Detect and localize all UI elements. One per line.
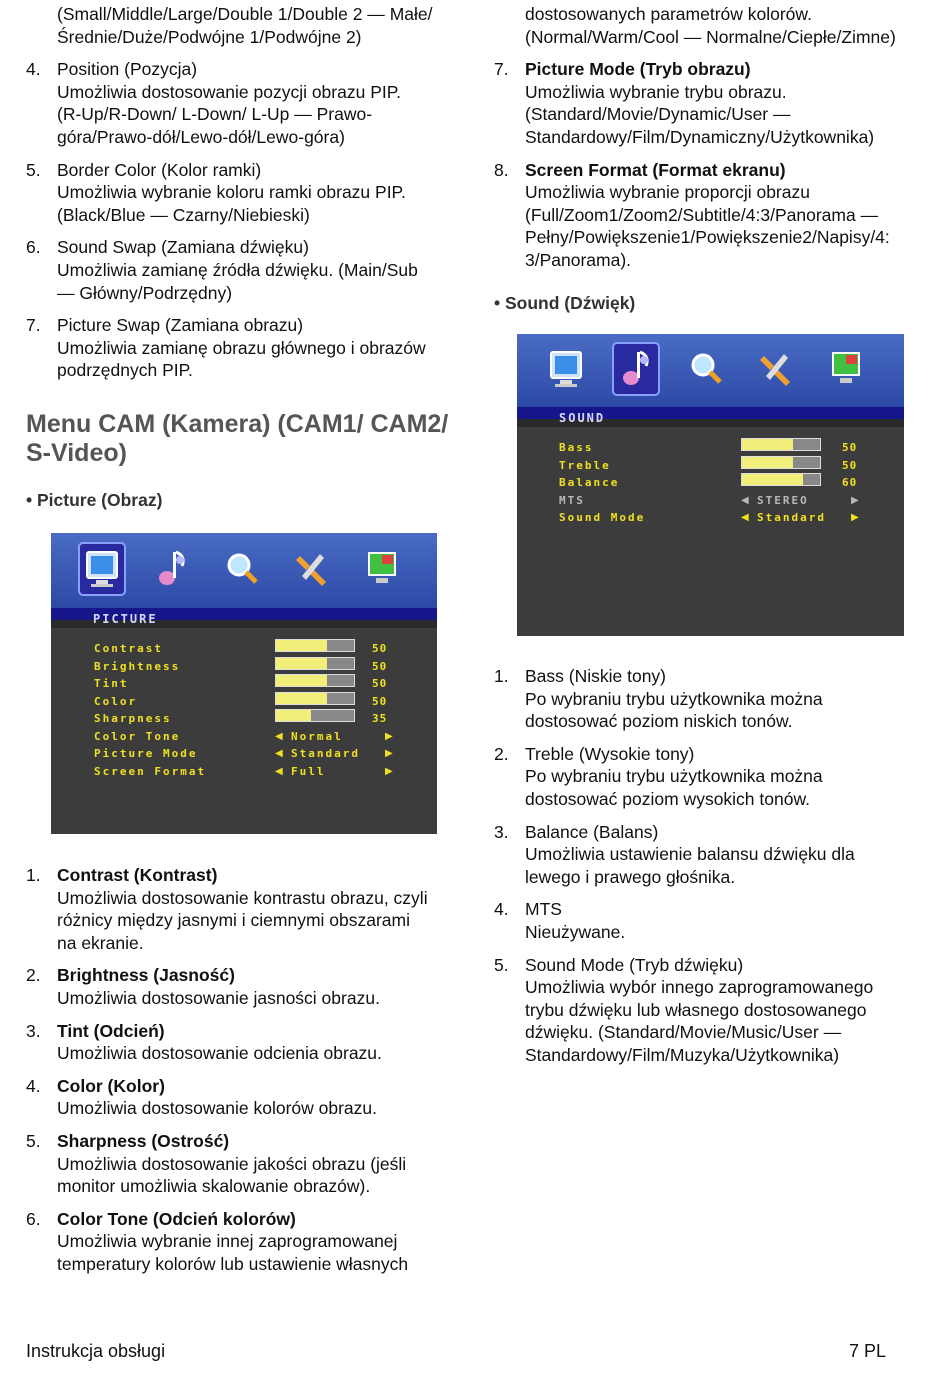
item-text: (Standard/Movie/Dynamic/User — xyxy=(525,104,791,125)
item-number: 6. xyxy=(26,237,41,258)
text-line: (Normal/Warm/Cool — Normalne/Ciepłe/Zimne) xyxy=(525,26,896,47)
arrow-right-icon: ▶ xyxy=(385,765,393,777)
item-text: (R-Up/R-Down/ L-Down/ L-Up — Prawo- xyxy=(57,104,373,125)
item-number: 5. xyxy=(26,159,41,180)
item-text: Umożliwia zamianę źródła dźwięku. (Main/Sub xyxy=(57,259,418,280)
item-text: Umożliwia zamianę obrazu głównego i obrazów xyxy=(57,337,426,358)
item-text: Standardowy/Film/Muzyka/Użytkownika) xyxy=(525,1044,840,1065)
menu-value: 50 xyxy=(842,458,858,472)
text-line: (Small/Middle/Large/Double 1/Double 2 — xyxy=(57,4,385,24)
audio-icon xyxy=(150,544,194,594)
right-bottom-section xyxy=(494,665,934,1077)
menu-row-label: MTS xyxy=(559,493,585,507)
item-number: 3. xyxy=(494,821,509,842)
item-title: Screen Format (Format ekranu) xyxy=(525,159,786,180)
left-bottom-section xyxy=(26,864,474,1286)
audio-icon xyxy=(614,344,658,394)
menu-value: 50 xyxy=(372,677,388,690)
arrow-left-icon: ◀ xyxy=(741,494,749,506)
item-number: 1. xyxy=(494,666,509,686)
slider-fill xyxy=(742,457,793,468)
menu-row-label: Treble xyxy=(559,458,611,472)
item-text: Umożliwia ustawienie balansu dźwięku dla xyxy=(525,844,855,865)
item-number: 5. xyxy=(26,1130,41,1151)
list-item xyxy=(26,1208,474,1276)
list-item xyxy=(494,821,934,889)
menu-row-label: Sharpness xyxy=(94,712,172,725)
menu-slider xyxy=(741,473,821,486)
continued-text xyxy=(26,3,474,48)
item-title: Sharpness (Ostrość) xyxy=(57,1130,230,1151)
menu-option-value: Standard xyxy=(291,747,360,760)
list-item xyxy=(26,159,474,227)
item-text: Po wybraniu trybu użytkownika można xyxy=(525,766,823,787)
menu-label: PICTURE xyxy=(93,612,158,626)
picture-bullet: • Picture (Obraz) xyxy=(26,490,163,510)
slider-fill xyxy=(276,640,327,651)
list-item xyxy=(26,314,474,382)
item-text: dostosować poziom niskich tonów. xyxy=(525,711,793,732)
item-text: temperatury kolorów lub ustawienie własnych xyxy=(57,1253,409,1274)
item-text: na ekranie. xyxy=(57,932,144,953)
item-number: 3. xyxy=(26,1020,41,1041)
menu-value: 50 xyxy=(372,642,388,655)
item-title: Color (Kolor) xyxy=(57,1075,165,1096)
item-title: Sound Swap (Zamiana dźwięku) xyxy=(57,237,309,258)
list-item xyxy=(26,1020,474,1065)
item-text: trybu dźwięku lub własnego dostosowanego xyxy=(525,999,867,1020)
menu-slider xyxy=(741,438,821,451)
item-text: różnicy między jasnymi i ciemnymi obszarami xyxy=(57,910,410,931)
item-text: Standardowy/Film/Dynamiczny/Użytkownika) xyxy=(525,126,875,147)
list-item xyxy=(26,1130,474,1198)
menu-option-value: Standard xyxy=(757,511,826,524)
menu-value: 50 xyxy=(842,441,858,454)
item-text: Pełny/Powiększenie1/Powiększenie2/Napisy/4: xyxy=(525,227,890,248)
list-item xyxy=(26,964,474,1009)
menu-row-label: Bass xyxy=(559,441,594,454)
text-line: Małe/Średnie/Duże/Podwójne 1/Podwójne 2) xyxy=(57,4,433,47)
menu-row-label: Balance xyxy=(559,476,620,489)
menu-row-label: Brightness xyxy=(94,659,181,673)
item-text: — Główny/Podrzędny) xyxy=(57,282,233,303)
slider-fill xyxy=(276,675,327,686)
menu-label: SOUND xyxy=(559,411,606,425)
menu-option-value: Full xyxy=(291,764,326,778)
item-text: 3/Panorama). xyxy=(525,249,632,270)
item-number: 1. xyxy=(26,865,41,885)
item-title: Picture Mode (Tryb obrazu) xyxy=(525,59,751,80)
item-text: dostosować poziom wysokich tonów. xyxy=(525,788,810,809)
item-title: Tint (Odcień) xyxy=(57,1020,165,1041)
arrow-right-icon: ▶ xyxy=(851,494,859,506)
arrow-left-icon: ◀ xyxy=(275,730,283,742)
item-title: Border Color (Kolor ramki) xyxy=(57,159,262,180)
item-number: 4. xyxy=(494,899,509,920)
item-text: podrzędnych PIP. xyxy=(57,360,193,381)
menu-row-label: Color Tone xyxy=(94,729,181,743)
menu-row-label: Color xyxy=(94,694,138,708)
left-top-section xyxy=(26,3,474,392)
item-number: 5. xyxy=(494,954,509,975)
item-number: 4. xyxy=(26,1075,41,1096)
arrow-right-icon: ▶ xyxy=(851,512,859,523)
list-item xyxy=(26,1075,474,1120)
sound-menu-screenshot xyxy=(517,334,904,636)
menu-value: 35 xyxy=(372,712,388,725)
item-text: Umożliwia dostosowanie jakości obrazu (jeśli xyxy=(57,1153,407,1174)
item-text: Po wybraniu trybu użytkownika można xyxy=(525,688,823,709)
text-line: dostosowanych parametrów kolorów. xyxy=(525,4,812,24)
item-text: lewego i prawego głośnika. xyxy=(525,866,736,887)
menu-slider xyxy=(275,674,355,687)
item-text: (Black/Blue — Czarny/Niebieski) xyxy=(57,204,310,225)
monitor-icon xyxy=(80,544,124,594)
menu-row-label: Picture Mode xyxy=(94,747,198,760)
list-item xyxy=(494,665,934,733)
arrow-right-icon: ▶ xyxy=(385,730,393,742)
monitor-icon xyxy=(544,344,588,394)
arrow-right-icon: ▶ xyxy=(385,748,393,759)
item-text: Umożliwia wybranie koloru ramki obrazu PIP. xyxy=(57,182,406,203)
list-item xyxy=(494,743,934,811)
item-text: góra/Prawo-dół/Lewo-dół/Lewo-góra) xyxy=(57,126,345,147)
menu-slider xyxy=(275,709,355,722)
menu-row-label: Contrast xyxy=(94,642,163,655)
slider-fill xyxy=(276,658,327,669)
item-text: Umożliwia dostosowanie kolorów obrazu. xyxy=(57,1098,378,1119)
item-text: Umożliwia dostosowanie kontrastu obrazu, czyli xyxy=(57,887,428,908)
item-title: Position (Pozycja) xyxy=(57,59,198,80)
item-title: Bass (Niskie tony) xyxy=(525,666,667,686)
item-title: Brightness (Jasność) xyxy=(57,965,235,986)
arrow-left-icon: ◀ xyxy=(741,512,749,523)
heading-line: S-Video) xyxy=(26,439,127,467)
arrow-left-icon: ◀ xyxy=(275,765,283,777)
item-text: Umożliwia wybranie trybu obrazu. xyxy=(525,81,787,102)
menu-row-label: Sound Mode xyxy=(559,511,646,524)
list-item xyxy=(494,954,934,1067)
item-title: Treble (Wysokie tony) xyxy=(525,743,695,764)
item-number: 2. xyxy=(26,965,41,986)
menu-slider xyxy=(741,456,821,469)
item-text: Umożliwia wybranie proporcji obrazu xyxy=(525,182,810,203)
magnifier-icon xyxy=(220,544,264,594)
menu-slider xyxy=(275,639,355,652)
heading-line: Menu CAM (Kamera) (CAM1/ CAM2/ xyxy=(26,410,449,438)
menu-slider xyxy=(275,657,355,670)
item-text: Nieużywane. xyxy=(525,921,626,942)
item-number: 6. xyxy=(26,1208,41,1229)
picture-menu-screenshot xyxy=(51,533,437,834)
item-title: Picture Swap (Zamiana obrazu) xyxy=(57,315,304,336)
item-title: MTS xyxy=(525,899,562,920)
item-text: monitor umożliwia skalowanie obrazów). xyxy=(57,1176,371,1197)
menu-value: 60 xyxy=(842,476,858,489)
slider-fill xyxy=(276,693,327,704)
menu-slider xyxy=(275,692,355,705)
item-number: 7. xyxy=(26,315,41,336)
continued-text xyxy=(494,3,934,48)
item-text: Umożliwia dostosowanie pozycji obrazu PIP. xyxy=(57,81,402,102)
item-title: Color Tone (Odcień kolorów) xyxy=(57,1208,296,1229)
list-item xyxy=(26,58,474,148)
item-number: 8. xyxy=(494,159,509,180)
sound-bullet: • Sound (Dźwięk) xyxy=(494,293,636,313)
menu-option-value: Normal xyxy=(291,729,343,743)
list-item xyxy=(494,898,934,943)
list-item xyxy=(494,159,934,272)
footer-title: Instrukcja obsługi xyxy=(26,1341,166,1361)
menu-value: 50 xyxy=(372,694,388,708)
item-text: Umożliwia dostosowanie odcienia obrazu. xyxy=(57,1043,382,1064)
list-item xyxy=(26,236,474,304)
tools-icon xyxy=(754,344,798,394)
menu-row-label: Tint xyxy=(94,677,129,690)
menu-row-label: Screen Format xyxy=(94,764,207,778)
item-text: Umożliwia wybranie innej zaprogramowanej xyxy=(57,1231,398,1252)
pip-icon xyxy=(824,344,868,394)
page-number: 7 PL xyxy=(849,1341,887,1361)
magnifier-icon xyxy=(684,344,728,394)
item-number: 2. xyxy=(494,743,509,764)
menu-value: 50 xyxy=(372,659,388,673)
item-title: Contrast (Kontrast) xyxy=(57,865,218,885)
menu-option-value: STEREO xyxy=(757,493,809,507)
item-title: Balance (Balans) xyxy=(525,821,659,842)
arrow-left-icon: ◀ xyxy=(275,748,283,759)
slider-fill xyxy=(276,710,311,721)
item-text: Umożliwia dostosowanie jasności obrazu. xyxy=(57,987,380,1008)
slider-fill xyxy=(742,439,793,450)
pip-icon xyxy=(360,544,404,594)
section-heading xyxy=(26,410,466,468)
item-text: (Full/Zoom1/Zoom2/Subtitle/4:3/Panorama — xyxy=(525,204,879,225)
tools-icon xyxy=(290,544,334,594)
list-item xyxy=(494,58,934,148)
list-item xyxy=(26,864,474,954)
item-text: dźwięku. (Standard/Movie/Music/User — xyxy=(525,1022,842,1043)
item-number: 7. xyxy=(494,59,509,80)
item-title: Sound Mode (Tryb dźwięku) xyxy=(525,954,744,975)
item-number: 4. xyxy=(26,59,41,80)
slider-fill xyxy=(742,474,803,485)
item-text: Umożliwia wybór innego zaprogramowanego xyxy=(525,977,874,998)
right-top-section xyxy=(494,3,934,282)
